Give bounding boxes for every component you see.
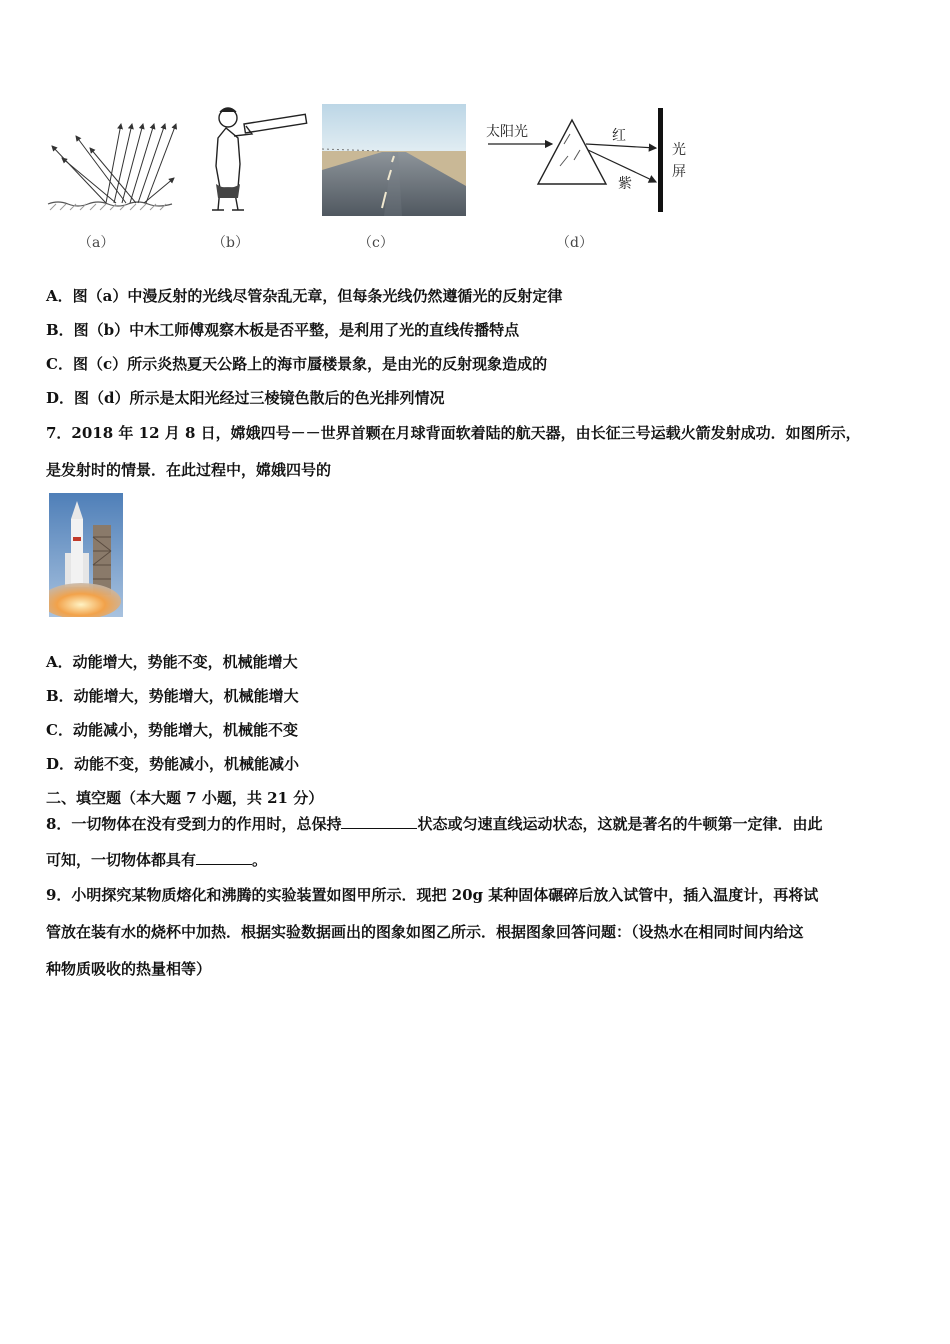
q8-text-part1: 8．一切物体在没有受到力的作用时，总保持 [46, 815, 342, 833]
screen-label-bottom: 屏 [672, 164, 686, 180]
red-label: 红 [612, 128, 626, 144]
violet-label: 紫 [618, 176, 632, 192]
sunlight-label: 太阳光 [486, 124, 528, 140]
figure-d-prism-dispersion [484, 104, 694, 216]
q7-stem-line1: 7．2018 年 12 月 8 日，嫦娥四号－－世界首颗在月球背面软着陆的航天器，由长征三号运载火箭发射成功．如图所示， [46, 424, 861, 442]
q6-option-c: C．图（c）所示炎热夏天公路上的海市蜃楼景象，是由光的反射现象造成的 [46, 355, 548, 373]
q8-text-part4: 。 [252, 851, 268, 869]
figure-a-diffuse-reflection [46, 118, 178, 216]
q7-option-a: A．动能增大，势能不变，机械能增大 [46, 653, 298, 671]
q8-line2 [46, 850, 267, 870]
figure-b-carpenter [204, 104, 308, 214]
figure-c-road-mirage-photo [322, 104, 466, 216]
section2-heading: 二、填空题（本大题 7 小题，共 21 分） [46, 789, 324, 807]
q7-option-b: B．动能增大，势能增大，机械能增大 [46, 687, 299, 705]
q8-blank-1[interactable] [341, 814, 417, 829]
q8-text-part2: 状态或匀速直线运动状态，这就是著名的牛顿第一定律．由此 [417, 815, 823, 833]
q9-line3: 种物质吸收的热量相等） [46, 960, 212, 978]
caption-b: （b） [212, 235, 249, 251]
q9-line1: 9．小明探究某物质熔化和沸腾的实验装置如图甲所示．现把 20g 某种固体碾碎后放入试管中，插入温度计，再将试 [46, 886, 819, 904]
caption-a: （a） [78, 235, 115, 251]
q8-blank-2[interactable] [196, 850, 252, 865]
light-screen [658, 108, 663, 212]
prism-triangle [538, 120, 606, 184]
rocket-launch-photo [49, 493, 123, 617]
q7-option-d: D．动能不变，势能减小，机械能减小 [46, 755, 300, 773]
q6-option-a: A．图（a）中漫反射的光线尽管杂乱无章，但每条光线仍然遵循光的反射定律 [46, 287, 563, 305]
q7-stem-line2: 是发射时的情景．在此过程中，嫦娥四号的 [46, 461, 332, 479]
q8-line1 [46, 814, 822, 834]
screen-label-top: 光 [672, 142, 686, 158]
q6-option-b: B．图（b）中木工师傅观察木板是否平整，是利用了光的直线传播特点 [46, 321, 520, 339]
q8-text-part3: 可知，一切物体都具有 [46, 851, 197, 869]
q7-option-c: C．动能减小，势能增大，机械能不变 [46, 721, 298, 739]
caption-d: （d） [556, 235, 593, 251]
caption-c: （c） [358, 235, 394, 251]
q9-line2: 管放在装有水的烧杯中加热．根据实验数据画出的图象如图乙所示．根据图象回答问题：（设热水在相同时间内给这 [46, 923, 804, 941]
q6-option-d: D．图（d）所示是太阳光经过三棱镜色散后的色光排列情况 [46, 389, 445, 407]
